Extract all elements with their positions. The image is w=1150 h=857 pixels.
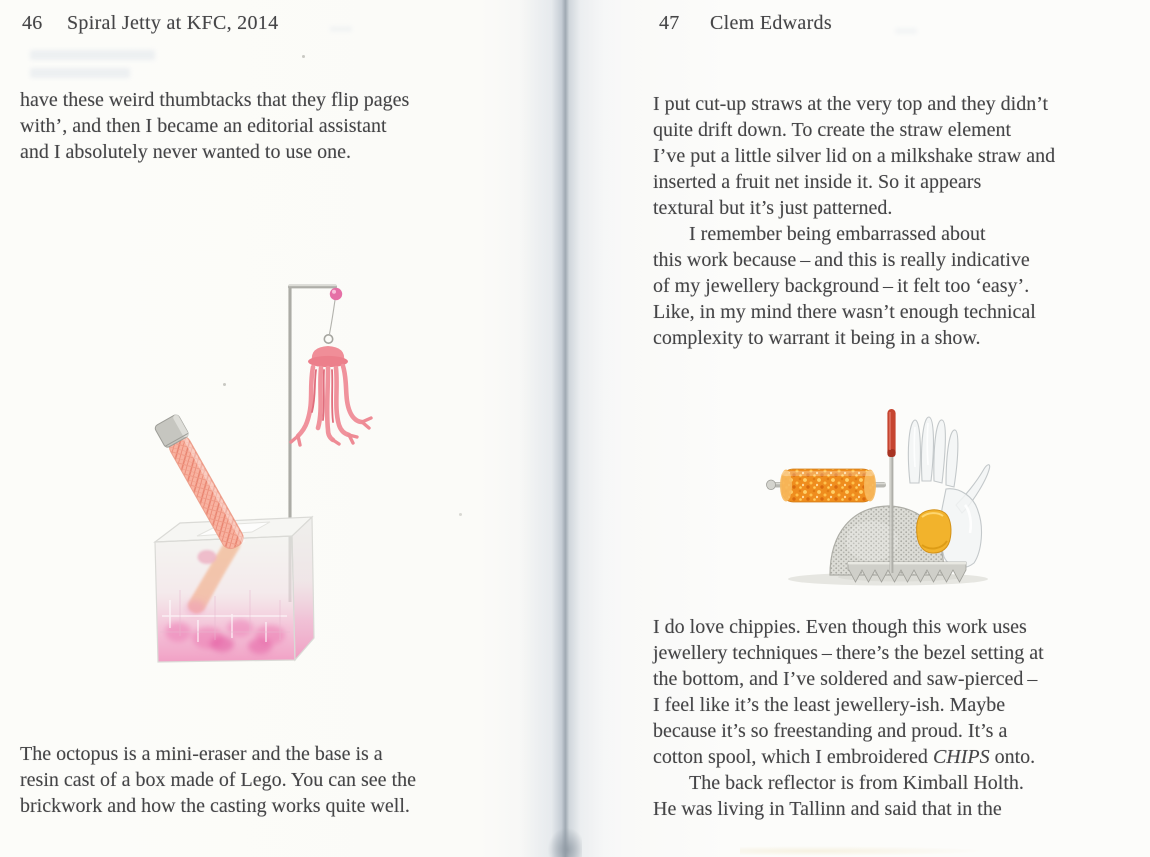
left-page-header: [22, 12, 278, 35]
left-artwork-photo: [140, 270, 440, 680]
hanging-ring: [324, 335, 332, 343]
bleed-through-text: [30, 68, 130, 78]
text-line: I feel like it’s the least jewellery-ish. Maybe: [653, 694, 1006, 716]
scan-speck: [459, 513, 462, 516]
text-line: I’ve put a little silver lid on a milkshake straw and: [653, 145, 1056, 167]
pink-bead: [330, 288, 342, 300]
text-line: cotton spool, which I embroidered CHIPS onto.: [653, 746, 1036, 768]
text-line: brickwork and how the casting works quite well.: [20, 795, 410, 817]
text-line: quite drift down. To create the straw element: [653, 119, 1012, 141]
text-line: The octopus is a mini-eraser and the base is a: [20, 743, 383, 765]
text-line: inserted a fruit net inside it. So it appears: [653, 171, 982, 193]
bleed-through-text: [895, 28, 917, 34]
gutter-bottom-shadow: [548, 828, 582, 857]
right-page-number: 47: [659, 12, 680, 34]
text-line: have these weird thumbtacks that they flip pages: [20, 89, 410, 111]
scan-speck: [302, 55, 305, 58]
scan-smudge: [740, 846, 990, 856]
text-line: and I absolutely never wanted to use one.: [20, 141, 352, 163]
right-page-title: Clem Edwards: [710, 12, 832, 34]
left-top-paragraph: [20, 87, 409, 165]
text-line: textural but it’s just patterned.: [653, 197, 893, 219]
cotton-spool: [780, 469, 876, 502]
text-line: Like, in my mind there wasn’t enough technical: [653, 301, 1036, 323]
text-line: I put cut-up straws at the very top and they didn’t: [653, 93, 1049, 115]
text-line: the bottom, and I’ve soldered and saw-pierced –: [653, 668, 1038, 690]
text-line: jewellery techniques – there’s the bezel setting at: [653, 642, 1044, 664]
text-line: this work because – and this is really indicative: [653, 249, 1030, 271]
bleed-through-text: [30, 50, 155, 60]
left-bottom-paragraph: [20, 741, 416, 819]
text-line: of my jewellery background – it felt too ‘easy’.: [653, 275, 1030, 297]
left-page-title: Spiral Jetty at KFC, 2014: [67, 12, 279, 34]
text-line: complexity to warrant it being in a show.: [653, 327, 981, 349]
text-line: I do love chippies. Even though this work uses: [653, 616, 1027, 638]
octopus-figure: [291, 346, 371, 445]
left-page-number: 46: [22, 12, 43, 34]
text-line: because it’s so freestanding and proud. It’s a: [653, 720, 1008, 742]
left-page: [0, 0, 565, 857]
text-line: I remember being embarrassed about: [689, 223, 986, 245]
right-artwork-photo: [760, 405, 1000, 590]
right-page-header: [659, 12, 832, 35]
base-rim: [848, 562, 966, 564]
text-line: The back reflector is from Kimball Holth.: [689, 772, 1024, 794]
yellow-reflector: [917, 510, 951, 553]
text-line: with’, and then I became an editorial assistant: [20, 115, 387, 137]
text-line: He was living in Tallinn and said that in the: [653, 798, 1002, 820]
text-line: resin cast of a box made of Lego. You can see the: [20, 769, 416, 791]
hanging-wire: [330, 300, 336, 334]
right-page: [565, 0, 1150, 857]
right-bottom-paragraph: [653, 614, 1044, 822]
bleed-through-text: [330, 26, 352, 32]
right-top-paragraph: [653, 91, 1055, 351]
